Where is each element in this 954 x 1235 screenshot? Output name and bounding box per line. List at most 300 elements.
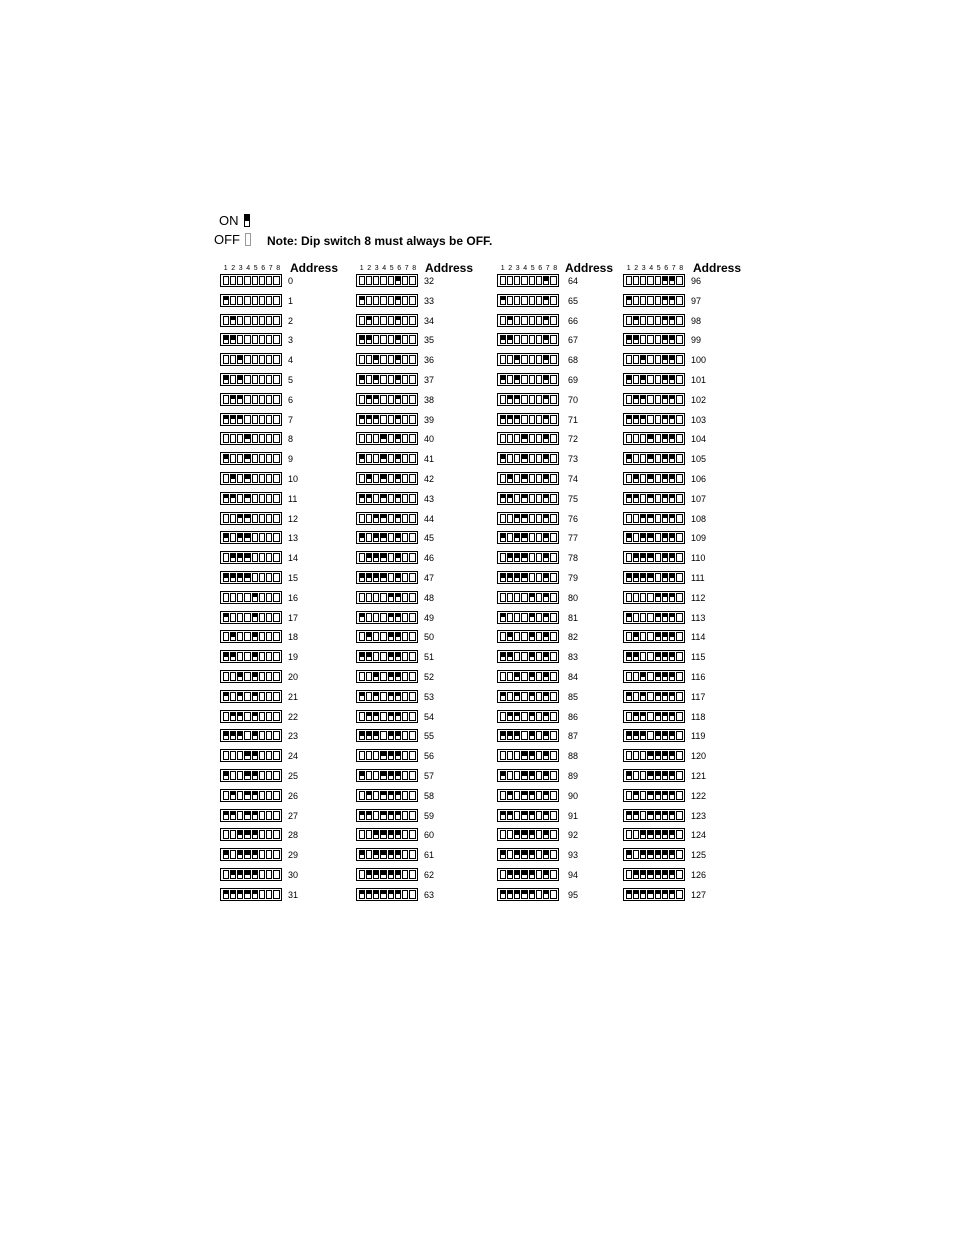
dip-switch-icon <box>220 294 282 307</box>
address-value: 64 <box>568 276 579 286</box>
switch-off-icon <box>252 514 258 523</box>
address-value: 31 <box>288 889 299 900</box>
switch-on-icon <box>633 553 639 562</box>
address-value: 92 <box>568 830 579 841</box>
switch-on-icon <box>647 890 653 899</box>
switch-on-icon <box>366 712 372 721</box>
switch-off-icon <box>640 632 646 641</box>
switch-off-icon <box>402 395 408 404</box>
switch-on-icon <box>626 494 632 503</box>
switch-off-icon <box>626 276 632 285</box>
switch-off-icon <box>359 395 365 404</box>
switch-off-icon <box>536 434 542 443</box>
switch-off-icon <box>521 276 527 285</box>
switch-on-icon <box>223 415 229 424</box>
address-value: 107 <box>691 493 707 504</box>
switch-off-icon <box>500 712 506 721</box>
dip-switch-icon <box>220 571 282 584</box>
address-value: 77 <box>568 533 579 544</box>
address-value: 50 <box>424 632 435 643</box>
switch-off-icon <box>266 632 272 641</box>
switch-on-icon <box>395 672 401 681</box>
address-value: 98 <box>691 315 702 326</box>
dip-switch-icon <box>623 729 685 742</box>
switch-on-icon <box>662 830 668 839</box>
switch-number-labels <box>499 265 559 273</box>
switch-off-icon <box>640 771 646 780</box>
switch-off-icon <box>626 870 632 879</box>
switch-off-icon <box>252 375 258 384</box>
dip-switch-icon <box>356 274 418 287</box>
switch-off-icon <box>402 474 408 483</box>
switch-on-icon <box>373 573 379 582</box>
switch-off-icon <box>273 474 279 483</box>
dip-switch-icon <box>623 274 685 287</box>
switch-off-icon <box>380 276 386 285</box>
switch-off-icon <box>514 434 520 443</box>
switch-off-icon <box>514 632 520 641</box>
switch-off-icon <box>230 296 236 305</box>
switch-off-icon <box>521 415 527 424</box>
switch-on-icon <box>543 613 549 622</box>
switch-off-icon <box>380 335 386 344</box>
switch-off-icon <box>409 474 415 483</box>
switch-on-icon <box>514 850 520 859</box>
switch-on-icon <box>223 811 229 820</box>
switch-on-icon <box>640 355 646 364</box>
switch-on-icon <box>366 316 372 325</box>
address-value: 20 <box>288 672 299 682</box>
switch-on-icon <box>395 870 401 879</box>
switch-on-icon <box>507 316 513 325</box>
switch-off-icon <box>402 415 408 424</box>
switch-off-icon <box>366 771 372 780</box>
switch-on-icon <box>359 811 365 820</box>
switch-off-icon <box>521 296 527 305</box>
switch-on-icon <box>647 830 653 839</box>
switch-off-icon <box>550 276 556 285</box>
address-value: 113 <box>691 612 706 623</box>
address-value: 18 <box>288 632 299 643</box>
switch-off-icon <box>380 652 386 661</box>
switch-on-icon <box>514 830 520 839</box>
switch-on-icon <box>237 375 243 384</box>
switch-on-icon <box>655 712 661 721</box>
switch-on-icon <box>230 791 236 800</box>
switch-off-icon <box>266 652 272 661</box>
switch-on-icon <box>543 652 549 661</box>
switch-on-icon <box>626 850 632 859</box>
switch-on-icon <box>669 395 675 404</box>
switch-number-label: 2 <box>367 265 372 272</box>
switch-number-label: 8 <box>553 265 558 272</box>
switch-off-icon <box>380 692 386 701</box>
dip-switch-icon <box>623 888 685 901</box>
switch-on-icon <box>647 811 653 820</box>
switch-on-icon <box>252 731 258 740</box>
switch-off-icon <box>507 593 513 602</box>
switch-on-icon <box>626 771 632 780</box>
legend-off <box>214 233 251 246</box>
address-value: 45 <box>424 533 435 544</box>
switch-on-icon <box>640 533 646 542</box>
switch-off-icon <box>402 434 408 443</box>
switch-on-icon <box>633 632 639 641</box>
switch-off-icon <box>676 434 682 443</box>
switch-off-icon <box>521 632 527 641</box>
switch-on-icon <box>662 791 668 800</box>
address-value: 37 <box>424 375 435 385</box>
switch-on-icon <box>380 573 386 582</box>
switch-on-icon <box>514 573 520 582</box>
switch-on-icon <box>662 553 668 562</box>
switch-off-icon <box>633 296 639 305</box>
address-value: 41 <box>424 454 435 465</box>
dip-switch-icon <box>497 452 559 465</box>
switch-off-icon <box>388 573 394 582</box>
switch-on-icon <box>366 870 372 879</box>
address-value: 7 <box>288 414 294 425</box>
dip-switch-icon <box>623 670 685 683</box>
switch-off-icon <box>273 811 279 820</box>
switch-off-icon <box>655 395 661 404</box>
switch-on-icon <box>395 573 401 582</box>
switch-number-label: 4 <box>246 265 251 272</box>
switch-on-icon <box>662 593 668 602</box>
switch-on-icon <box>669 791 675 800</box>
switch-off-icon <box>244 355 250 364</box>
dip-switch-icon <box>356 551 418 564</box>
switch-off-icon <box>409 613 415 622</box>
switch-on-icon <box>230 712 236 721</box>
switch-off-icon <box>359 751 365 760</box>
address-value: 21 <box>288 691 299 702</box>
switch-on-icon <box>252 632 258 641</box>
switch-off-icon <box>409 533 415 542</box>
address-value: 28 <box>288 830 299 841</box>
switch-on-icon <box>640 692 646 701</box>
switch-on-icon <box>252 870 258 879</box>
switch-off-icon <box>521 652 527 661</box>
switch-off-icon <box>640 434 646 443</box>
switch-off-icon <box>536 474 542 483</box>
switch-on-icon <box>366 652 372 661</box>
switch-on-icon <box>366 415 372 424</box>
switch-on-icon <box>252 771 258 780</box>
switch-on-icon <box>366 811 372 820</box>
switch-on-icon <box>655 751 661 760</box>
switch-off-icon <box>359 316 365 325</box>
switch-off-icon <box>676 712 682 721</box>
switch-on-icon <box>359 335 365 344</box>
switch-on-icon <box>543 494 549 503</box>
switch-off-icon <box>500 395 506 404</box>
switch-off-icon <box>536 652 542 661</box>
dip-switch-icon <box>497 294 559 307</box>
switch-on-icon <box>395 494 401 503</box>
switch-off-icon <box>529 375 535 384</box>
switch-on-icon <box>223 850 229 859</box>
switch-on-icon <box>669 593 675 602</box>
switch-off-icon <box>507 672 513 681</box>
switch-off-icon <box>373 434 379 443</box>
switch-off-icon <box>633 771 639 780</box>
switch-on-icon <box>640 672 646 681</box>
switch-off-icon <box>237 454 243 463</box>
switch-on-icon <box>395 632 401 641</box>
switch-off-icon <box>266 771 272 780</box>
switch-on-icon <box>244 771 250 780</box>
switch-off-icon <box>366 533 372 542</box>
switch-on-icon <box>543 830 549 839</box>
switch-on-icon <box>669 850 675 859</box>
switch-off-icon <box>521 613 527 622</box>
switch-off-icon <box>676 870 682 879</box>
switch-on-icon <box>366 335 372 344</box>
switch-off-icon <box>409 573 415 582</box>
switch-off-icon <box>536 514 542 523</box>
switch-off-icon <box>647 692 653 701</box>
switch-off-icon <box>359 553 365 562</box>
switch-off-icon <box>230 533 236 542</box>
switch-off-icon <box>223 712 229 721</box>
switch-off-icon <box>655 375 661 384</box>
switch-off-icon <box>273 494 279 503</box>
dip-switch-icon <box>220 373 282 386</box>
dip-switch-icon <box>497 749 559 762</box>
switch-on-icon <box>626 375 632 384</box>
address-value: 55 <box>424 731 435 742</box>
switch-off-icon <box>626 672 632 681</box>
address-value: 25 <box>288 771 299 781</box>
address-value: 79 <box>568 573 579 583</box>
address-value: 103 <box>691 414 707 425</box>
switch-off-icon <box>529 276 535 285</box>
switch-number-label: 5 <box>530 265 535 272</box>
switch-on-icon <box>514 890 520 899</box>
dip-switch-icon <box>356 828 418 841</box>
dip-switch-icon <box>356 630 418 643</box>
switch-off-icon <box>626 830 632 839</box>
switch-off-icon <box>409 811 415 820</box>
dip-switch-icon <box>623 531 685 544</box>
switch-off-icon <box>640 751 646 760</box>
switch-off-icon <box>514 474 520 483</box>
address-value: 96 <box>691 276 702 286</box>
switch-on-icon <box>662 712 668 721</box>
switch-off-icon <box>550 296 556 305</box>
dip-switch-icon <box>356 512 418 525</box>
switch-on-icon <box>223 454 229 463</box>
switch-off-icon <box>388 316 394 325</box>
switch-off-icon <box>626 751 632 760</box>
switch-on-icon <box>647 494 653 503</box>
switch-off-icon <box>266 870 272 879</box>
switch-on-icon <box>669 553 675 562</box>
switch-on-icon <box>366 553 372 562</box>
switch-off-icon <box>633 454 639 463</box>
switch-off-icon <box>244 672 250 681</box>
address-value: 89 <box>568 771 579 781</box>
switch-on-icon <box>529 811 535 820</box>
switch-on-icon <box>655 692 661 701</box>
switch-off-icon <box>550 830 556 839</box>
address-value: 85 <box>568 691 579 702</box>
dip-switch-icon <box>220 314 282 327</box>
switch-off-icon <box>223 355 229 364</box>
switch-on-icon <box>237 731 243 740</box>
dip-switch-icon <box>497 828 559 841</box>
address-value: 8 <box>288 434 294 445</box>
switch-off-icon <box>402 276 408 285</box>
switch-on-icon <box>529 613 535 622</box>
switch-on-icon <box>543 474 549 483</box>
address-value: 94 <box>568 870 579 880</box>
switch-on-icon <box>655 593 661 602</box>
address-value: 57 <box>424 771 435 781</box>
switch-on-icon <box>626 811 632 820</box>
switch-number-label: 2 <box>508 265 513 272</box>
switch-number-labels <box>358 265 418 273</box>
dip-switch-icon <box>356 472 418 485</box>
switch-on-icon <box>388 672 394 681</box>
switch-off-icon <box>402 533 408 542</box>
switch-on-icon <box>543 731 549 740</box>
switch-off-icon <box>640 652 646 661</box>
switch-off-icon <box>633 751 639 760</box>
switch-off-icon <box>647 731 653 740</box>
switch-off-icon <box>676 830 682 839</box>
switch-on-icon <box>669 375 675 384</box>
switch-on-icon <box>223 296 229 305</box>
switch-on-icon <box>359 454 365 463</box>
switch-off-icon <box>529 494 535 503</box>
switch-number-label: 2 <box>231 265 236 272</box>
switch-off-icon <box>366 514 372 523</box>
switch-off-icon <box>388 434 394 443</box>
dip-switch-icon <box>220 274 282 287</box>
switch-on-icon <box>543 355 549 364</box>
switch-on-icon <box>500 652 506 661</box>
address-value: 1 <box>288 295 294 306</box>
switch-off-icon <box>500 830 506 839</box>
switch-off-icon <box>244 613 250 622</box>
switch-off-icon <box>366 692 372 701</box>
switch-off-icon <box>409 395 415 404</box>
switch-on-icon <box>507 573 513 582</box>
switch-on-icon <box>223 771 229 780</box>
switch-on-icon <box>662 474 668 483</box>
address-value: 44 <box>424 513 435 524</box>
switch-off-icon <box>409 415 415 424</box>
switch-off-icon <box>507 613 513 622</box>
switch-on-icon <box>388 830 394 839</box>
switch-on-icon <box>543 870 549 879</box>
address-value: 12 <box>288 513 299 524</box>
switch-on-icon <box>395 830 401 839</box>
switch-off-icon <box>633 613 639 622</box>
switch-off-icon <box>273 514 279 523</box>
dip-switch-icon <box>497 848 559 861</box>
switch-off-icon <box>529 316 535 325</box>
switch-on-icon <box>500 811 506 820</box>
switch-on-icon <box>230 494 236 503</box>
dip-switch-icon <box>497 650 559 663</box>
switch-on-icon <box>626 890 632 899</box>
switch-off-icon <box>230 751 236 760</box>
switch-on-icon <box>521 553 527 562</box>
switch-off-icon <box>259 632 265 641</box>
switch-off-icon <box>655 474 661 483</box>
switch-off-icon <box>536 890 542 899</box>
switch-on-icon <box>507 474 513 483</box>
switch-off-icon <box>380 712 386 721</box>
switch-off-icon <box>266 553 272 562</box>
address-value: 2 <box>288 315 294 326</box>
switch-on-icon <box>647 434 653 443</box>
switch-on-icon <box>507 890 513 899</box>
switch-on-icon <box>669 494 675 503</box>
switch-on-icon <box>669 454 675 463</box>
switch-on-icon <box>252 672 258 681</box>
switch-on-icon <box>373 415 379 424</box>
switch-on-icon <box>373 692 379 701</box>
switch-off-icon <box>273 415 279 424</box>
switch-on-icon <box>647 553 653 562</box>
dip-switch-icon <box>497 531 559 544</box>
switch-off-icon <box>373 296 379 305</box>
switch-on-icon <box>237 573 243 582</box>
switch-off-icon <box>676 553 682 562</box>
switch-on-icon <box>395 791 401 800</box>
dip-switch-icon <box>497 769 559 782</box>
address-value: 29 <box>288 850 299 861</box>
legend-on-label: ON <box>219 213 239 228</box>
switch-off-icon <box>626 593 632 602</box>
address-value: 14 <box>288 553 299 564</box>
switch-on-icon <box>223 692 229 701</box>
dip-switch-icon <box>497 393 559 406</box>
switch-on-icon <box>500 375 506 384</box>
switch-on-icon <box>366 395 372 404</box>
switch-on-icon <box>640 415 646 424</box>
switch-off-icon <box>266 731 272 740</box>
switch-off-icon <box>366 850 372 859</box>
address-value: 48 <box>424 592 435 603</box>
switch-on-icon <box>669 533 675 542</box>
switch-on-icon <box>244 514 250 523</box>
switch-on-icon <box>662 751 668 760</box>
switch-on-icon <box>669 811 675 820</box>
switch-on-icon <box>626 652 632 661</box>
switch-off-icon <box>380 316 386 325</box>
switch-off-icon <box>647 375 653 384</box>
dip-switch-icon <box>220 492 282 505</box>
switch-off-icon <box>237 652 243 661</box>
switch-on-icon <box>647 514 653 523</box>
address-value: 83 <box>568 652 579 663</box>
switch-off-icon <box>237 811 243 820</box>
switch-on-icon <box>543 395 549 404</box>
address-value: 38 <box>424 394 435 405</box>
switch-off-icon <box>409 355 415 364</box>
switch-off-icon <box>647 712 653 721</box>
switch-on-icon <box>626 415 632 424</box>
dip-switch-icon <box>356 333 418 346</box>
switch-on-icon <box>543 415 549 424</box>
dip-switch-icon <box>497 432 559 445</box>
switch-on-icon <box>395 375 401 384</box>
